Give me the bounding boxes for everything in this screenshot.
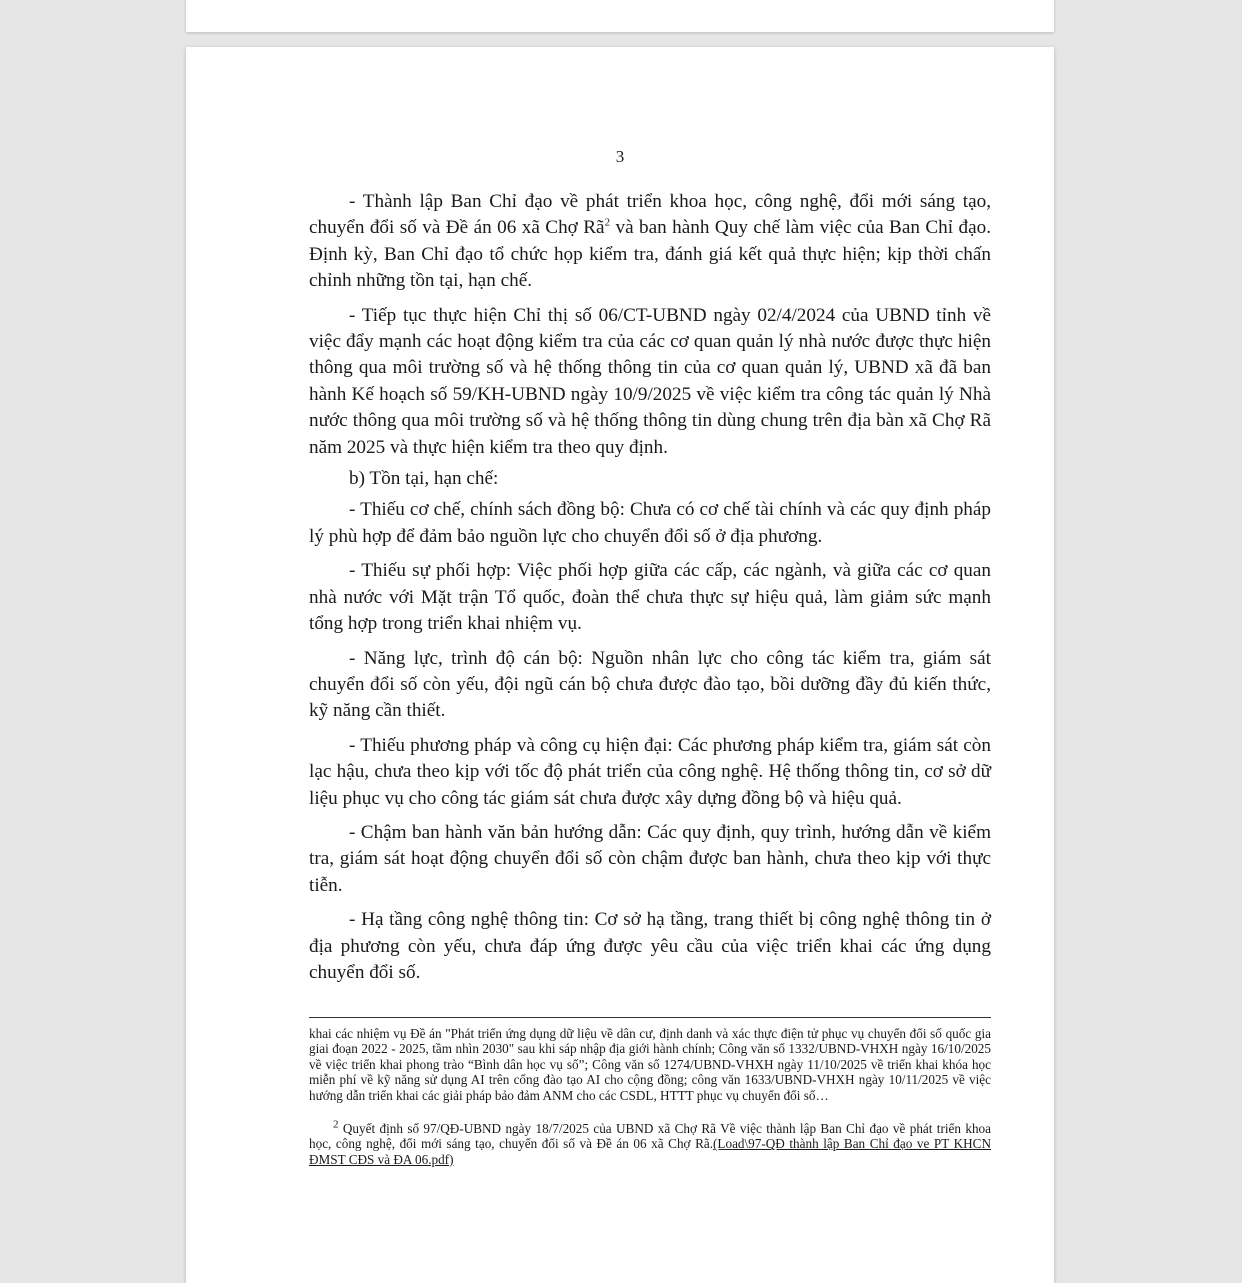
footnote-text: Quyết định số 97/QĐ-UBND ngày 18/7/2025 của UBND xã Chợ Rã Về việc thành lập Ban Chỉ đạo về phát triển khoa học, công nghệ, đổi mới sáng tạo, chuyển đổi số và Đề án 06 xã Chợ Rã. — [309, 1121, 991, 1152]
paragraph-van-ban: - Chậm ban hành văn bản hướng dẫn: Các quy định, quy trình, hướng dẫn về kiểm tra, giám sát hoạt động chuyển đổi số còn chậm được ban hành, chưa theo kịp với thực tiễn. — [309, 821, 991, 896]
footnote-file-link[interactable]: (Load\97-QĐ thành lập Ban Chỉ đạo ve PT KHCN ĐMST CĐS và ĐA 06.pdf) — [309, 1136, 991, 1167]
paragraph-ban-chi-dao — [309, 189, 991, 295]
paragraph-ha-tang: - Hạ tầng công nghệ thông tin: Cơ sở hạ tầng, trang thiết bị công nghệ thông tin ở địa phương còn yếu, chưa đáp ứng được yêu cầu của việc triển khai các ứng dụng chuyển đổi số. — [309, 909, 991, 983]
body-text — [309, 189, 991, 994]
paragraph-text: và ban hành Quy chế làm việc của Ban Chỉ đạo. Định kỳ, Ban Chỉ đạo tổ chức họp kiểm tra, đánh giá kết quả thực hiện; kịp thời chấn chỉnh những tồn tại, hạn chế. — [309, 217, 991, 292]
paragraph-chi-thi-06: - Tiếp tục thực hiện Chỉ thị số 06/CT-UBND ngày 02/4/2024 của UBND tỉnh về việc đẩy mạnh các hoạt động kiểm tra của các cơ quan quản lý nhà nước được thực hiện thông qua môi trường số và hệ thống thông tin của cơ quan quản lý, UBND xã đã ban hành Kế hoạch số 59/KH-UBND ngày 10/9/2025 về việc kiểm tra công tác quản lý Nhà nước thông qua môi trường số và hệ thống thông tin dùng chung trên địa bàn xã Chợ Rã năm 2025 và thực hiện kiểm tra theo quy định. — [309, 304, 991, 458]
paragraph-nang-luc: - Năng lực, trình độ cán bộ: Nguồn nhân lực cho công tác kiểm tra, giám sát chuyển đổi số còn yếu, đội ngũ cán bộ chưa được đào tạo, bồi dưỡng đầy đủ kiến thức, kỹ năng cần thiết. — [309, 647, 991, 722]
section-heading-ton-tai: b) Tồn tại, hạn chế: — [349, 468, 499, 490]
paragraph-phoi-hop: - Thiếu sự phối hợp: Việc phối hợp giữa các cấp, các ngành, và giữa các cơ quan nhà nước với Mặt trận Tổ quốc, đoàn thể chưa thực sự hiệu quả, làm giảm sức mạnh tổng hợp trong triển khai nhiệm vụ. — [309, 560, 991, 635]
page-number: 3 — [615, 147, 625, 166]
footnote-divider — [309, 1017, 991, 1018]
footnote-2 — [309, 1118, 991, 1167]
footnote-number: 2 — [333, 1118, 339, 1131]
footnote-reference: 2 — [604, 217, 611, 230]
paragraph-phuong-phap: - Thiếu phương pháp và công cụ hiện đại: Các phương pháp kiểm tra, giám sát còn lạc hậu, chưa theo kịp với tốc độ phát triển của công nghệ. Hệ thống thông tin, cơ sở dữ liệu phục vụ cho công tác giám sát chưa được xây dựng đồng bộ và hiệu quả. — [309, 734, 991, 809]
previous-page — [186, 0, 1054, 32]
paragraph-text: - Thành lập Ban Chỉ đạo về phát triển khoa học, công nghệ, đổi mới sáng tạo, chuyển đổi số và Đề án 06 xã Chợ Rã — [309, 191, 991, 239]
document-page — [186, 47, 1054, 1283]
paragraph-co-che: - Thiếu cơ chế, chính sách đồng bộ: Chưa có cơ chế tài chính và các quy định pháp lý phù hợp để đảm bảo nguồn lực cho chuyển đổi số ở địa phương. — [309, 499, 991, 547]
footnote-continuation: khai các nhiệm vụ Đề án "Phát triển ứng dụng dữ liệu về dân cư, định danh và xác thực điện tử phục vụ chuyển đổi số quốc gia giai đoạn 2022 - 2025, tầm nhìn 2030" sau khi sáp nhập địa giới hành chính; Công văn số 1332/UBND-VHXH ngày 16/10/2025 về việc triển khai phong trào “Bình dân học vụ số”; Công văn số 1274/UBND-VHXH ngày 11/10/2025 về triển khai khóa học miễn phí về kỹ năng sử dụng AI trên cổng đào tạo AI cho cộng đồng; công văn 1633/UBND-VHXH ngày 10/11/2025 về việc hướng dẫn triển khai các giải pháp bảo đảm ANM cho các CSDL, HTTT phục vụ chuyển đổi số… — [309, 1026, 991, 1103]
footnotes — [309, 1026, 991, 1167]
